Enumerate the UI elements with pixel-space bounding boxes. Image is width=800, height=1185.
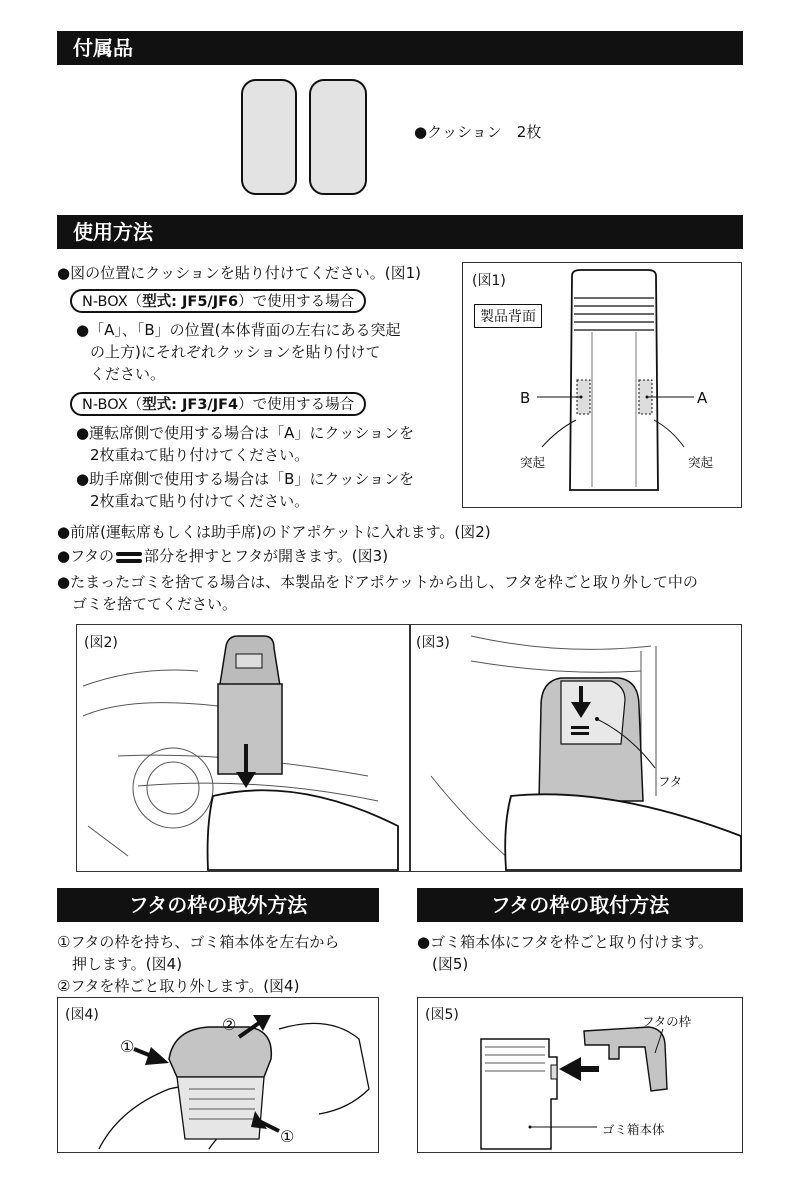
model-pill-jf34: N-BOX（型式: JF3/JF4）で使用する場合 (70, 392, 366, 416)
fig5-caption: (図5) (425, 1007, 459, 1023)
fig4-marker-2: ② (222, 1015, 237, 1034)
section-usage: 使用方法 (57, 215, 743, 249)
jf56-text-2: の上方)にそれぞれクッションを貼り付けて (90, 343, 381, 361)
jf34-text-b1: ●助手席側で使用する場合は「B」にクッションを (76, 470, 415, 488)
fig5-body-label: ゴミ箱本体 (602, 1122, 665, 1137)
fig2-caption: (図2) (84, 635, 118, 651)
section-accessories: 付属品 (57, 31, 743, 65)
remove-frame-illustration (59, 999, 377, 1151)
cushion-illustration (240, 78, 370, 196)
attach-text-2: (図5) (417, 955, 469, 973)
usage-step2: ●前席(運転席もしくは助手席)のドアポケットに入れます。(図2) (57, 523, 491, 541)
fig3-lid-label: フタ (658, 774, 683, 789)
usage-step1: ●図の位置にクッションを貼り付けてください。(図1) (57, 264, 422, 282)
jf34-text-a2: 2枚重ねて貼り付けてください。 (90, 446, 310, 464)
attach-frame-illustration (419, 999, 741, 1151)
product-back-illustration (462, 262, 742, 508)
jf34-text-a1: ●運転席側で使用する場合は「A」にクッションを (76, 424, 415, 442)
lid-open-illustration (411, 626, 741, 870)
door-pocket-illustration (78, 626, 408, 870)
fig4-marker-1a: ① (120, 1037, 135, 1056)
jf34-text-b2: 2枚重ねて貼り付けてください。 (90, 492, 310, 510)
fig4-caption: (図4) (65, 1007, 99, 1023)
usage-step3: ●フタの 部分を押すとフタが開きます。(図3) (57, 547, 389, 565)
attach-text-1: ●ゴミ箱本体にフタを枠ごと取り付けます。 (417, 933, 713, 951)
model-pill-jf56: N-BOX（型式: JF5/JF6）で使用する場合 (70, 289, 366, 313)
fig1-protrusion-right: 突起 (688, 455, 714, 470)
fig1-label-b: B (520, 389, 531, 407)
jf56-text-3: ください。 (90, 365, 166, 383)
remove-text-1: ①フタの枠を持ち、ゴミ箱本体を左右から (57, 933, 340, 951)
usage-step4-1: ●たまったゴミを捨てる場合は、本製品をドアポケットから出し、フタを枠ごと取り外して中の (57, 573, 698, 591)
fig3-caption: (図3) (416, 635, 450, 651)
fig1-caption: (図1) (472, 273, 506, 289)
section-remove: フタの枠の取外方法 (57, 888, 379, 922)
fig1-protrusion-left: 突起 (520, 455, 546, 470)
fig4-marker-1b: ① (280, 1127, 295, 1146)
accessory-item: ●クッション 2枚 (414, 123, 542, 141)
section-attach: フタの枠の取付方法 (417, 888, 743, 922)
push-mark-icon (116, 550, 142, 564)
fig1-label: 製品背面 (474, 304, 542, 328)
fig1-label-a: A (697, 389, 708, 407)
remove-text-3: ②フタを枠ごと取り外します。(図4) (57, 977, 300, 995)
remove-text-2: 押します。(図4) (57, 955, 183, 973)
fig5-frame-label: フタの枠 (642, 1014, 692, 1029)
jf56-text-1: ●「A」、「B」の位置(本体背面の左右にある突起 (76, 321, 401, 339)
usage-step4-2: ゴミを捨ててください。 (72, 595, 238, 613)
